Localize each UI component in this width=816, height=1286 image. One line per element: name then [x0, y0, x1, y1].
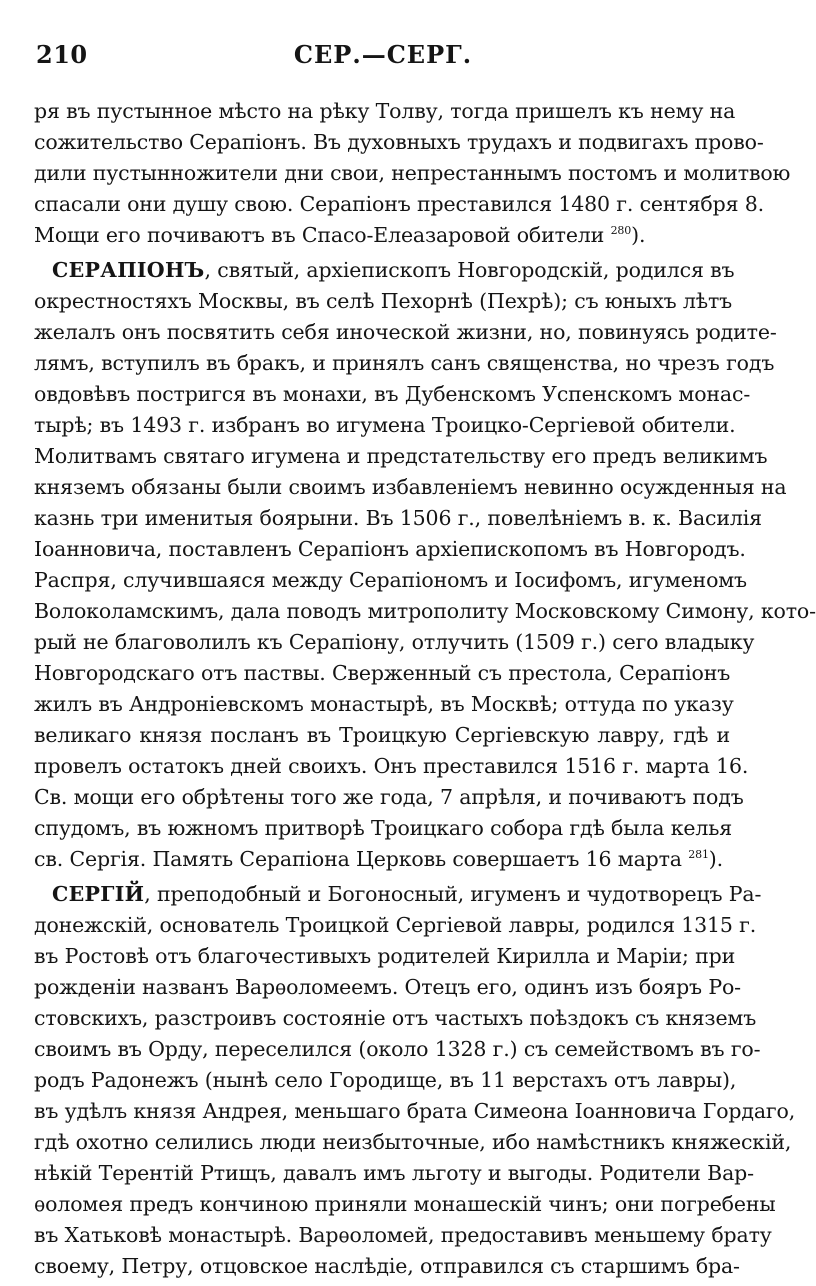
text-line: тырѣ; въ 1493 г. избранъ во игумена Троицко-Сергiевой обители. — [34, 413, 736, 437]
text-fragment: ). — [708, 847, 724, 871]
headword: СЕРАПIОНЪ — [52, 258, 205, 282]
text-fragment: св. Сергiя. Память Серапiона Церковь совершаетъ 16 марта — [34, 847, 682, 871]
text-line: желалъ онъ посвятить себя иноческой жизни, но, повинуясь родите- — [34, 320, 777, 344]
text-fragment: Мощи его почиваютъ въ Спасо-Елеазаровой обители — [34, 223, 605, 247]
text-line: въ Ростовѣ отъ благочестивыхъ родителей Кирилла и Марiи; при — [34, 944, 736, 968]
text-line: гдѣ охотно селились люди неизбыточные, ибо намѣстникъ княжескiй, — [34, 1130, 792, 1154]
text-line-first — [34, 879, 762, 910]
entry-serapion — [34, 255, 816, 875]
text-line: нѣкiй Терентiй Ртищъ, давалъ имъ льготу и выгоды. Родители Вар- — [34, 1161, 754, 1185]
text-line: родъ Радонежъ (нынѣ село Городище, въ 11 верстахъ отъ лавры), — [34, 1068, 737, 1092]
text-line: Распря, случившаяся между Серапiономъ и Iосифомъ, игуменомъ — [34, 568, 747, 592]
text-fragment: , святый, архiепископъ Новгородскiй, родился въ — [204, 258, 735, 282]
text-line-last — [34, 220, 730, 251]
text-line-last — [34, 844, 730, 875]
text-line: спудомъ, въ южномъ притворѣ Троицкаго собора гдѣ была келья — [34, 816, 733, 840]
text-fragment: , преподобный и Богоносный, игуменъ и чудотворецъ Ра- — [144, 882, 762, 906]
paragraph-continuation — [34, 96, 791, 251]
text-line: овдовѣвъ постригся въ монахи, въ Дубенскомъ Успенскомъ монас- — [34, 382, 751, 406]
text-line: казнь три именитыя боярыни. Въ 1506 г., повелѣнiемъ в. к. Василiя — [34, 506, 762, 530]
text-line: Молитвамъ святаго игумена и предстательству его предъ великимъ — [34, 444, 768, 468]
footnote-ref: 281 — [688, 848, 709, 862]
text-line: великаго князя посланъ въ Троицкую Сергiевскую лавру, гдѣ и — [34, 723, 730, 747]
page-number: 210 — [36, 40, 88, 69]
text-line: Iоанновича, поставленъ Серапiонъ архiепископомъ въ Новгородъ. — [34, 537, 746, 561]
text-line: своему, Петру, отцовское наслѣдiе, отправился съ старшимъ бра- — [34, 1254, 740, 1278]
text-line: ѳоломея предъ кончиною приняли монашескiй чинъ; они погребены — [34, 1192, 776, 1216]
text-line: донежскiй, основатель Троицкой Сергiевой лавры, родился 1315 г. — [34, 913, 757, 937]
body-text — [34, 96, 816, 1286]
text-fragment: ). — [631, 223, 646, 247]
text-line: Новгородскаго отъ паствы. Сверженный съ престола, Серапiонъ — [34, 661, 731, 685]
text-line: ря въ пустынное мѣсто на рѣку Толву, тогда пришелъ къ нему на — [34, 99, 736, 123]
text-line: княземъ обязаны были своимъ избавленiемъ невинно осужденныя на — [34, 475, 787, 499]
text-line: сожительство Серапiонъ. Въ духовныхъ трудахъ и подвигахъ прово- — [34, 130, 764, 154]
headword: СЕРГIЙ — [52, 882, 145, 906]
text-line: рожденiи названъ Варѳоломеемъ. Отецъ его, одинъ изъ бояръ Ро- — [34, 975, 741, 999]
text-line: окрестностяхъ Москвы, въ селѣ Пехорнѣ (Пехрѣ); съ юныхъ лѣтъ — [34, 289, 733, 313]
footnote-ref: 280 — [610, 224, 632, 238]
text-line: спасали они душу свою. Серапiонъ преставился 1480 г. сентября 8. — [34, 192, 764, 216]
running-head — [36, 40, 730, 80]
text-line: рый не благоволилъ къ Серапiону, отлучить (1509 г.) сего владыку — [34, 630, 755, 654]
text-line: дили пустынножители дни свои, непрестаннымъ постомъ и молитвою — [34, 161, 791, 185]
text-line: въ Хатьковѣ монастырѣ. Варѳоломей, предоставивъ меньшему брату — [34, 1223, 772, 1247]
text-line: Св. мощи его обрѣтены того же года, 7 апрѣля, и почиваютъ подъ — [34, 785, 744, 809]
running-title: СЕР.—СЕРГ. — [293, 40, 473, 69]
text-line: своимъ въ Орду, переселился (около 1328 г.) съ семействомъ въ го- — [34, 1037, 761, 1061]
text-line: лямъ, вступилъ въ бракъ, и принялъ санъ священства, но чрезъ годъ — [34, 351, 775, 375]
text-line-first — [34, 255, 735, 286]
text-line: стовскихъ, разстроивъ состоянiе отъ частыхъ поѣздокъ съ княземъ — [34, 1006, 757, 1030]
text-line: въ удѣлъ князя Андрея, меньшаго брата Симеона Iоанновича Гордаго, — [34, 1099, 796, 1123]
entry-sergii — [34, 879, 796, 1282]
text-line: провелъ остатокъ дней своихъ. Онъ преставился 1516 г. марта 16. — [34, 754, 749, 778]
text-line: Волоколамскимъ, дала поводъ митрополиту Московскому Симону, кото- — [34, 599, 816, 623]
text-line: жилъ въ Андронiевскомъ монастырѣ, въ Москвѣ; оттуда по указу — [34, 692, 734, 716]
